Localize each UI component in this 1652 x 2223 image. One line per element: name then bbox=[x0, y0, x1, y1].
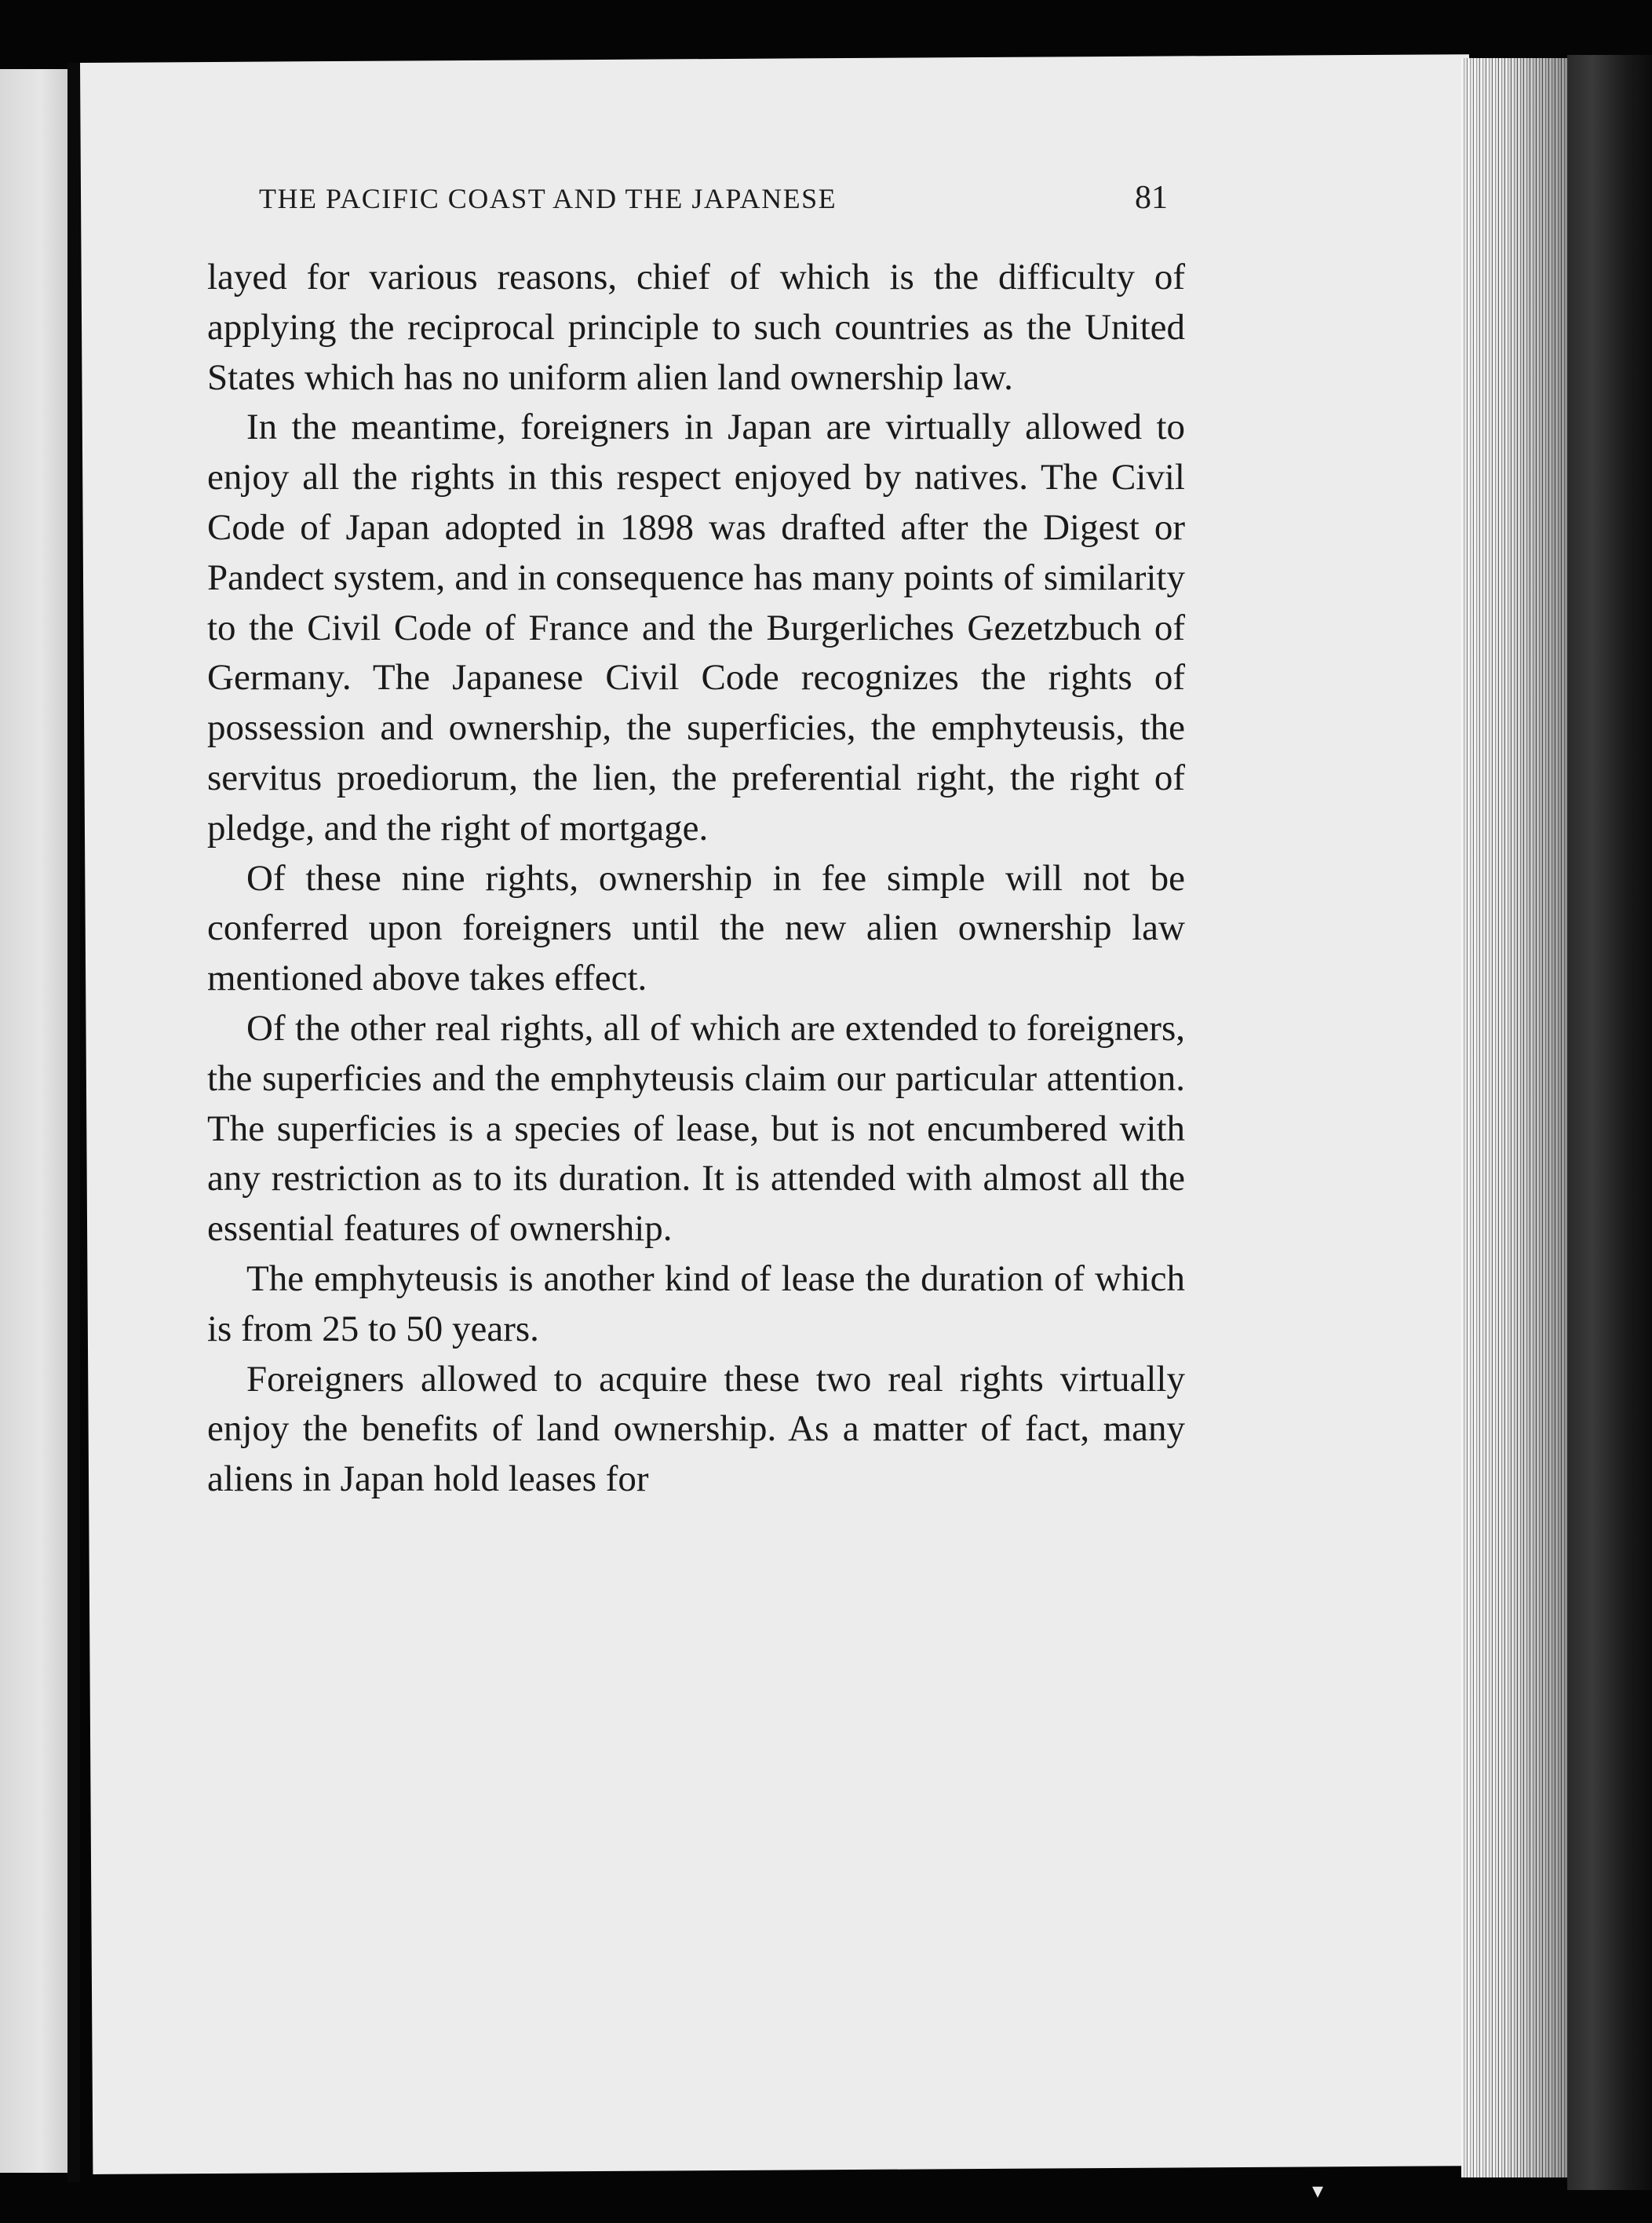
paragraph: Foreigners allowed to acquire these two real rights virtually enjoy the benefits of land ownership. As a matter of fact, many aliens in Japan hold leases for bbox=[207, 1358, 1185, 1500]
paragraph: Of the other real rights, all of which are extended to foreigners, the superficies and the emphyteusis claim our particular attention. The superficies is a species of lease, but is not encumbered with any restriction as to its duration. It is attended with almost all the essential features of ownership. bbox=[207, 1007, 1185, 1250]
page-edges bbox=[1461, 58, 1567, 2177]
paragraph: The emphyteusis is another kind of lease the duration of which is from 25 to 50 years. bbox=[207, 1258, 1185, 1349]
paragraph: In the meantime, foreigners in Japan are virtually allowed to enjoy all the rights in this respect enjoyed by natives. The Civil Code of Japan adopted in 1898 was drafted after the Digest or Pandect system, and in consequence has many points of similarity to the Civil Code of France and the Burgerliches Gezetzbuch of Germany. The Japanese Civil Code recognizes the rights of possession and ownership, the superficies, the emphyteusis, the servitus proediorum, the lien, the preferential right, the right of pledge, and the right of mortgage. bbox=[207, 407, 1185, 849]
cover-edge bbox=[1567, 55, 1652, 2190]
running-title: THE PACIFIC COAST AND THE JAPANESE bbox=[259, 183, 837, 214]
book-gutter bbox=[67, 63, 80, 2182]
paragraph: Of these nine rights, ownership in fee simple will not be conferred upon foreigners until the new alien ownership law mentioned above takes effect. bbox=[207, 857, 1185, 999]
paragraph-continuation: layed for various reasons, chief of which is the difficulty of applying the reciprocal principle to such countries as the United States which has no uniform alien land ownership law. bbox=[207, 257, 1185, 398]
page-number: 81 bbox=[1135, 180, 1168, 216]
body-text bbox=[207, 253, 1185, 1505]
facing-page-edge bbox=[0, 69, 67, 2173]
scan-artifact-mark: ▾ bbox=[1312, 2177, 1324, 2203]
